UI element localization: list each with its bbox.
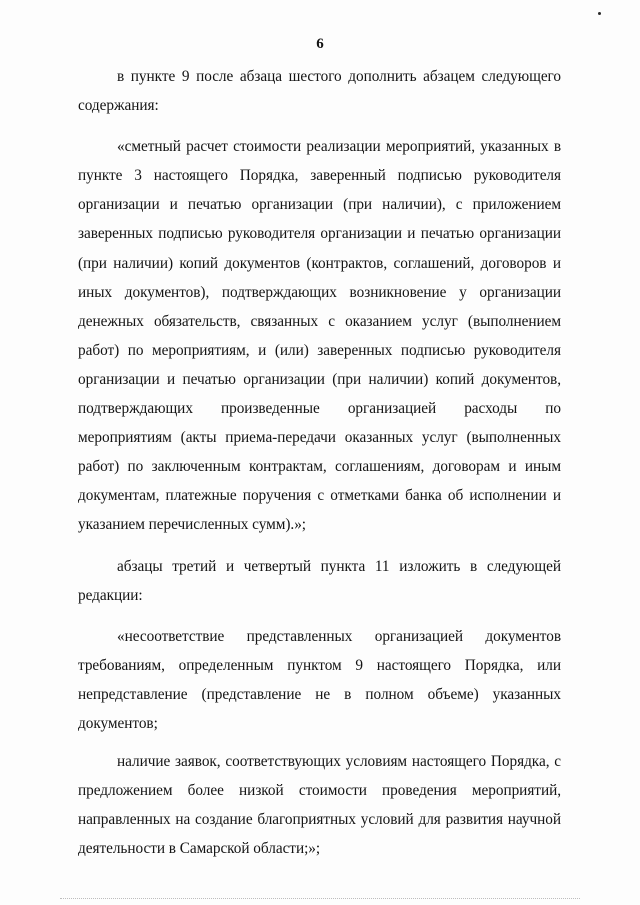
paragraph-nonconformity: «несоответствие представленных организацией документов требованиям, определенным пунктом 9 настоящего Порядка, или непредставление (представление не в полном объеме) указанных документов;: [78, 627, 561, 732]
document-body: [78, 62, 561, 872]
paragraph-point-11-intro: абзацы третий и четвертый пункта 11 изложить в следующей редакции:: [78, 557, 561, 604]
page-number: 6: [316, 36, 324, 52]
paragraph-amendment-intro: в пункте 9 после абзаца шестого дополнить абзацем следующего содержания:: [78, 68, 561, 115]
scan-bottom-edge: [60, 898, 580, 900]
paragraph-cost-estimate: «сметный расчет стоимости реализации мероприятий, указанных в пункте 3 настоящего Порядка, заверенный подписью руководителя организации и печатью организации (при наличии), с приложением заверенных подписью руководителя организации и печатью организации (при наличии) копий документов (контрактов, соглашений, договоров и иных документов), подтверждающих возникновение у организации денежных обязательств, связанных с оказанием услуг (выполнением работ) по мероприятиям, и (или) заверенных подписью руководителя организации и печатью организации (при наличии) копий документов, подтверждающих произведенные организацией расходы по мероприятиям (акты приема-передачи оказанных услуг (выполненных работ) по заключенным контрактам, соглашениям, договорам и иным документам, платежные поручения с отметками банка об исполнении и указанием перечисленных сумм).»;: [78, 138, 561, 534]
paragraph-lower-cost-bids: наличие заявок, соответствующих условиям настоящего Порядка, с предложением более низкой стоимости проведения мероприятий, направленных на создание благоприятных условий для развития научной деятельности в Самарской области;»;: [78, 753, 561, 858]
scan-speck: [598, 12, 601, 15]
